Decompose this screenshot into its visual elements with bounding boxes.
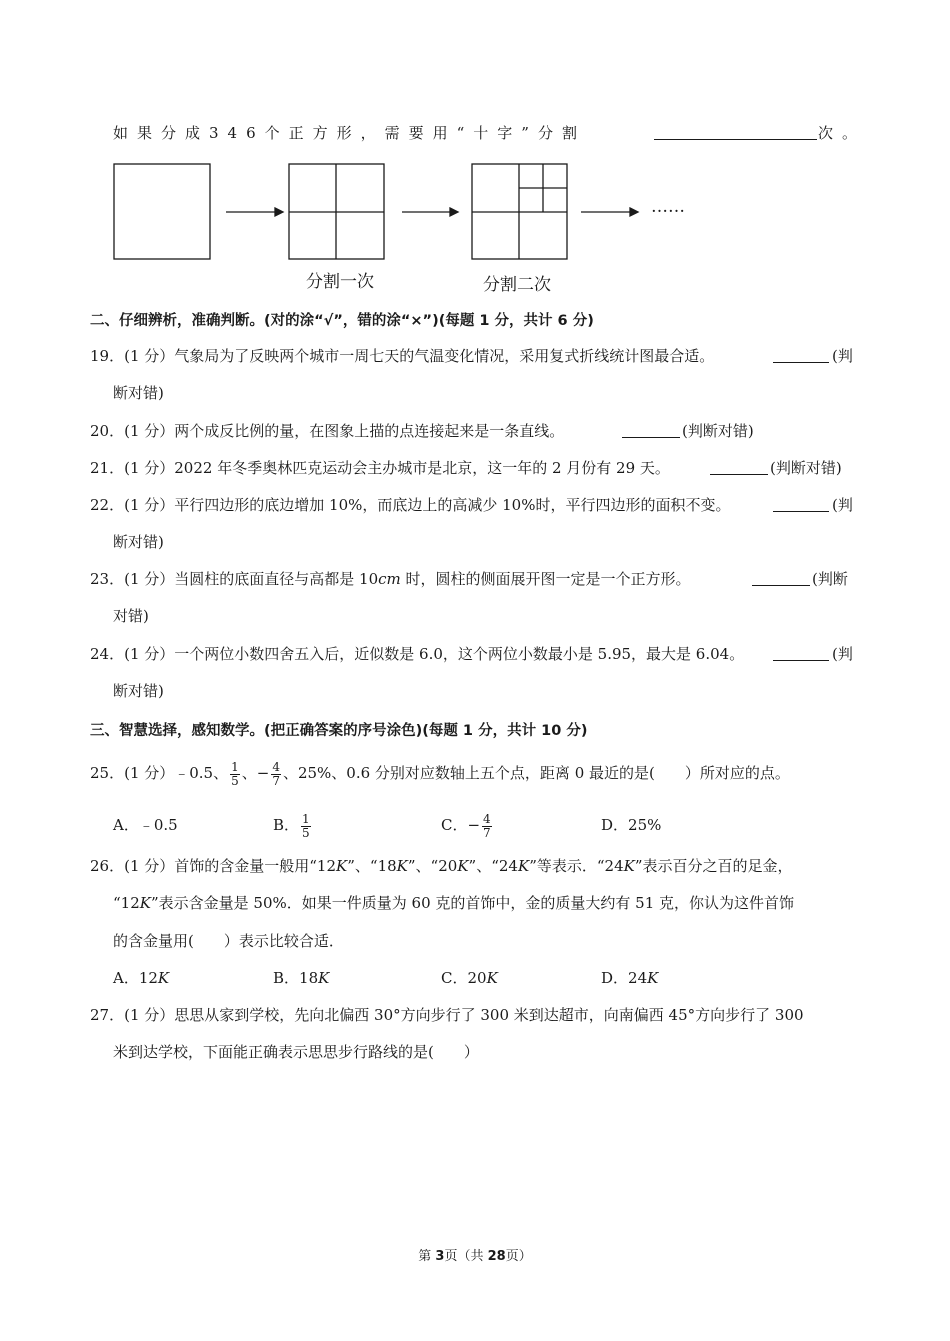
arrow-head-1	[275, 208, 283, 216]
q26-text: 26．(1 分）首饰的含金量一般用“12K”、“18K”、“20K”、“24K”等表示．“24K”表示百分之百的足金，	[90, 857, 793, 875]
q24-tail: (判	[832, 645, 853, 663]
q22-answer-blank[interactable]	[773, 496, 829, 512]
q21-answer-blank[interactable]	[710, 459, 768, 475]
arrow-head-3	[630, 208, 638, 216]
q18-suffix: 次。	[818, 124, 867, 142]
q22-text: 22．(1 分）平行四边形的底边增加 10%，而底边上的高减少 10%时，平行四边形的面积不变。	[90, 496, 731, 514]
q25-option-b[interactable]: B． $\frac{1}{5}$	[273, 811, 310, 840]
q19-answer-blank[interactable]	[773, 347, 829, 363]
q18-text: 如果分成346个正方形，需要用“十字”分割	[113, 124, 586, 142]
page-total: 28	[487, 1249, 506, 1264]
q23-answer-blank[interactable]	[752, 570, 810, 586]
square-whole	[114, 164, 210, 259]
page-footer: 第 3页（共 28页）	[418, 1249, 532, 1264]
q19-text-line2: 断对错)	[113, 384, 164, 402]
q19-tail: (判	[832, 347, 853, 365]
q26-option-a[interactable]: A．12K	[113, 969, 170, 987]
page-number: 3	[435, 1249, 445, 1264]
q26-text-line2: “12K”表示含金量是 50%．如果一件质量为 60 克的首饰中，金的质量大约有 51 克，你认为这件首饰	[113, 894, 795, 912]
q23-tail: (判断	[812, 570, 848, 588]
q23-text-line2: 对错)	[113, 607, 149, 625]
fraction-four-sevenths: $\frac{4}{7}$	[272, 759, 280, 788]
q26-option-b[interactable]: B．18K	[273, 969, 330, 987]
q25-option-c[interactable]: C．− $\frac{4}{7}$	[441, 811, 491, 840]
q26-option-d[interactable]: D．24K	[601, 969, 659, 987]
q18-answer-blank[interactable]	[654, 124, 817, 140]
figure-ellipsis: ……	[651, 197, 685, 217]
q23-text: 23．(1 分）当圆柱的底面直径与高都是 10cm 时，圆柱的侧面展开图一定是一个正方形。	[90, 570, 691, 588]
q25-option-d[interactable]: D．25%	[601, 816, 662, 834]
q20-tail: (判断对错)	[682, 422, 754, 440]
q21-tail: (判断对错)	[770, 459, 842, 477]
q26-option-c[interactable]: C．20K	[441, 969, 498, 987]
q24-answer-blank[interactable]	[773, 645, 829, 661]
section2-header: 二、仔细辨析，准确判断。(对的涂“√”，错的涂“×”)(每题 1 分，共计 6 分)	[90, 313, 594, 329]
q20-answer-blank[interactable]	[622, 422, 680, 438]
q25-text: 25．(1 分）﹣0.5、 $\frac{1}{5}$ 、− $\frac{4}{7}$ 、25%、0.6 分别对应数轴上五个点，距离 0 最近的是( ）所对应的点。	[90, 759, 790, 788]
q21-text: 21．(1 分）2022 年冬季奥林匹克运动会主办城市是北京，这一年的 2 月份有 29 天。	[90, 459, 670, 477]
arrow-head-2	[450, 208, 458, 216]
fraction-one-fifth: $\frac{1}{5}$	[231, 759, 239, 788]
square-split-figure	[105, 155, 705, 265]
q20-text: 20．(1 分）两个成反比例的量，在图象上描的点连接起来是一条直线。	[90, 422, 565, 440]
q22-text-line2: 断对错)	[113, 533, 164, 551]
q22-tail: (判	[832, 496, 853, 514]
figure-label-once: 分割一次	[306, 272, 374, 292]
q24-text: 24．(1 分）一个两位小数四舍五入后，近似数是 6.0，这个两位小数最小是 5.95，最大是 6.04。	[90, 645, 745, 663]
section3-header: 三、智慧选择，感知数学。(把正确答案的序号涂色)(每题 1 分，共计 10 分)	[90, 723, 588, 739]
q24-text-line2: 断对错)	[113, 682, 164, 700]
q25-option-a[interactable]: A．﹣0.5	[113, 816, 178, 834]
q27-text: 27．(1 分）思思从家到学校，先向北偏西 30°方向步行了 300 米到达超市，向南偏西 45°方向步行了 300	[90, 1006, 804, 1024]
q26-text-line3: 的含金量用( ）表示比较合适．	[113, 932, 344, 950]
q27-text-line2: 米到达学校，下面能正确表示思思步行路线的是( ）	[113, 1043, 479, 1061]
figure-label-twice: 分割二次	[483, 275, 551, 295]
q19-text: 19．(1 分）气象局为了反映两个城市一周七天的气温变化情况，采用复式折线统计图最合适。	[90, 347, 715, 365]
